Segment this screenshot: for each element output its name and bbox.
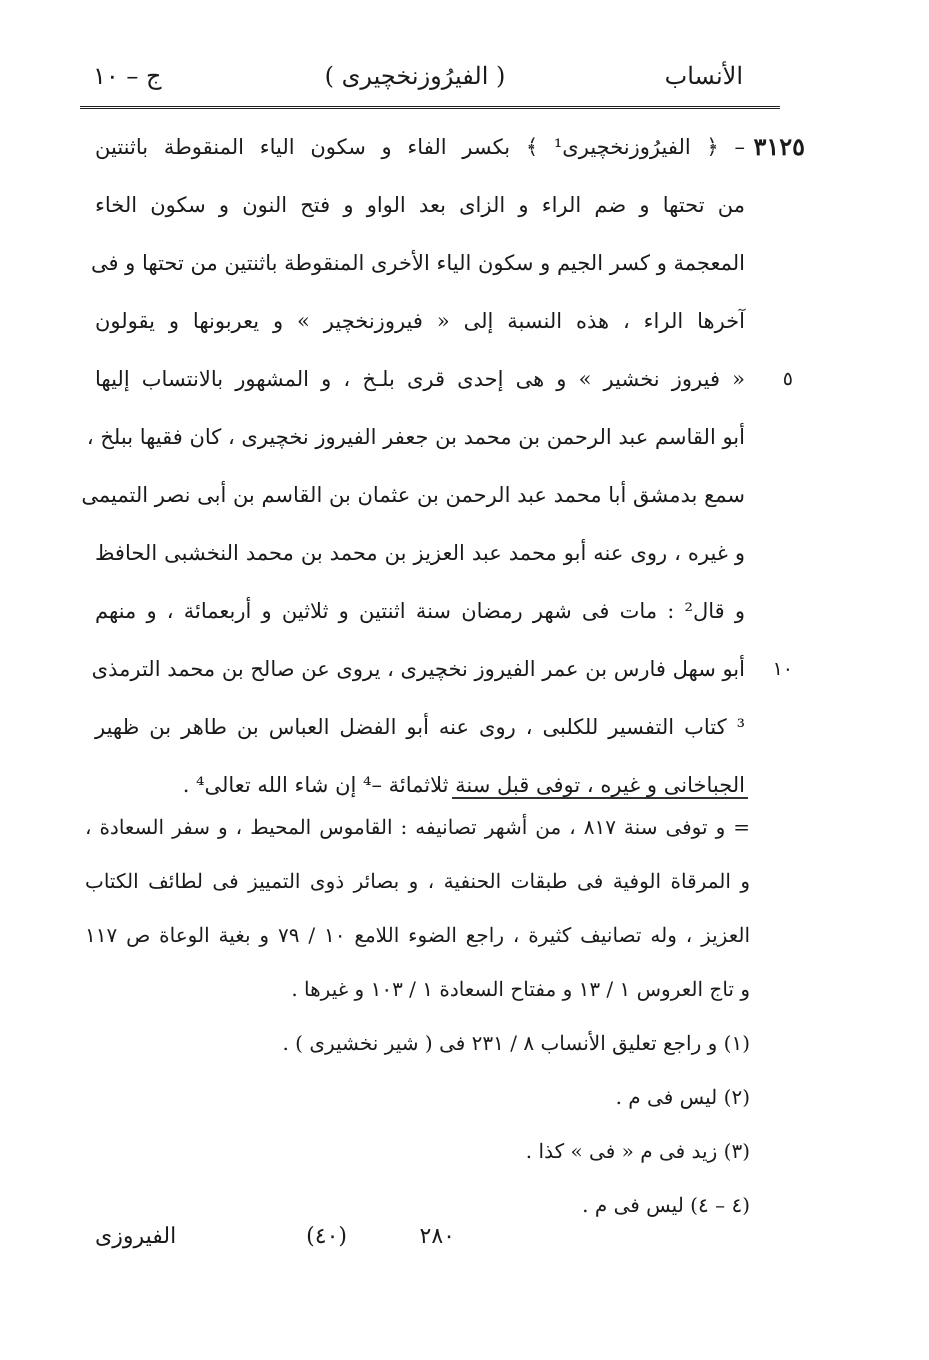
- entry-line-text: و قال² : مات فى شهر رمضان سنة اثنتين و ثلاثين و أربعمائة ، و منهم: [95, 599, 746, 623]
- entry-line: [95, 350, 793, 408]
- margin-line-number: ٥: [782, 368, 793, 390]
- header-entry-title: ( الفيرُوزنخچيرى ): [324, 62, 506, 90]
- entry-body: [81, 118, 805, 814]
- footnotes: [85, 800, 750, 1232]
- signature-mark: (٤٠): [306, 1224, 347, 1249]
- entry-line: [95, 524, 745, 582]
- entry-line-text: و غيره ، روى عنه أبو محمد عبد العزيز بن محمد بن محمد النخشبى الحافظ: [95, 541, 745, 565]
- footnote: (٢) ليس فى م .: [615, 1085, 750, 1109]
- entry-line: [90, 234, 745, 292]
- header-rule: [80, 106, 780, 109]
- entry-line: [95, 176, 745, 234]
- running-header: [75, 58, 755, 94]
- entry-line-text: « فيروز نخشير » و هى إحدى قرى بلـخ ، و المشهور بالانتساب إليها: [95, 367, 745, 391]
- entry-line-text: المعجمة و كسر الجيم و سكون الياء الأخرى المنقوطة باثنتين من تحتها و فى: [90, 251, 745, 275]
- entry-line: [91, 640, 793, 698]
- header-volume: ج – ١٠: [93, 62, 162, 90]
- footnote-rule: [452, 797, 748, 799]
- footnote: (٣) زيد فى م « فى » كذا .: [525, 1139, 750, 1163]
- entry-line-text: سمع بدمشق أبا محمد عبد الرحمن بن عثمان بن القاسم بن أبى نصر التميمى: [81, 483, 745, 507]
- footnote: (٤ – ٤) ليس فى م .: [582, 1193, 750, 1217]
- entry-line: [95, 118, 805, 176]
- entry-line-text: – ﴿ الفيرُوزنخچيرى¹ ﴾ بكسر الفاء و سكون الياء المنقوطة باثنتين: [95, 135, 745, 159]
- entry-line: [95, 698, 745, 756]
- catchword: الفيروزى: [95, 1224, 177, 1249]
- entry-line-text: من تحتها و ضم الراء و الزاى بعد الواو و فتح النون و سكون الخاء: [95, 193, 745, 217]
- page-footer: [95, 1220, 455, 1254]
- entry-line: [81, 466, 745, 524]
- entry-line-text: الجباخانى و غيره ، توفى قبل سنة ثلاثمائة –⁴ إن شاء الله تعالى⁴ .: [182, 773, 745, 797]
- footnote-continuation-line: = و توفى سنة ٨١٧ ، من أشهر تصانيفه : القاموس المحيط ، و سفر السعادة ،: [85, 815, 750, 839]
- footnote-continuation-line: و تاج العروس ١ / ١٣ و مفتاح السعادة ١ / ١٠٣ و غيرها .: [291, 977, 750, 1001]
- entry-line-text: أبو القاسم عبد الرحمن بن محمد بن جعفر الفيروز نخچيرى ، كان فقيها ببلخ ،: [86, 425, 745, 449]
- page-number: ٢٨٠: [419, 1224, 455, 1249]
- entry-line-text: ³ كتاب التفسير للكلبى ، روى عنه أبو الفضل العباس بن طاهر بن ظهير: [95, 715, 745, 739]
- entry-line-text: آخرها الراء ، هذه النسبة إلى « فيروزنخچير » و يعربونها و يقولون: [95, 309, 745, 333]
- footnote-continuation-line: و المرقاة الوفية فى طبقات الحنفية ، و بصائر ذوى التمييز فى لطائف الكتاب: [85, 869, 750, 893]
- entry-line: [95, 582, 745, 640]
- entry-line: [86, 408, 745, 466]
- margin-line-number: ١٠: [772, 658, 793, 680]
- entry-line: [95, 292, 745, 350]
- entry-line-text: أبو سهل فارس بن عمر الفيروز نخچيرى ، يروى عن صالح بن محمد الترمذى: [91, 657, 745, 681]
- header-book-title: الأنساب: [664, 62, 743, 90]
- footnote: (١) و راجع تعليق الأنساب ٨ / ٢٣١ فى ( شير نخشيرى ) .: [282, 1031, 750, 1055]
- footnote-continuation-line: العزيز ، وله تصانيف كثيرة ، راجع الضوء اللامع ١٠ / ٧٩ و بغية الوعاة ص ١١٧: [85, 923, 751, 947]
- entry-number: ٣١٢٥: [753, 132, 805, 161]
